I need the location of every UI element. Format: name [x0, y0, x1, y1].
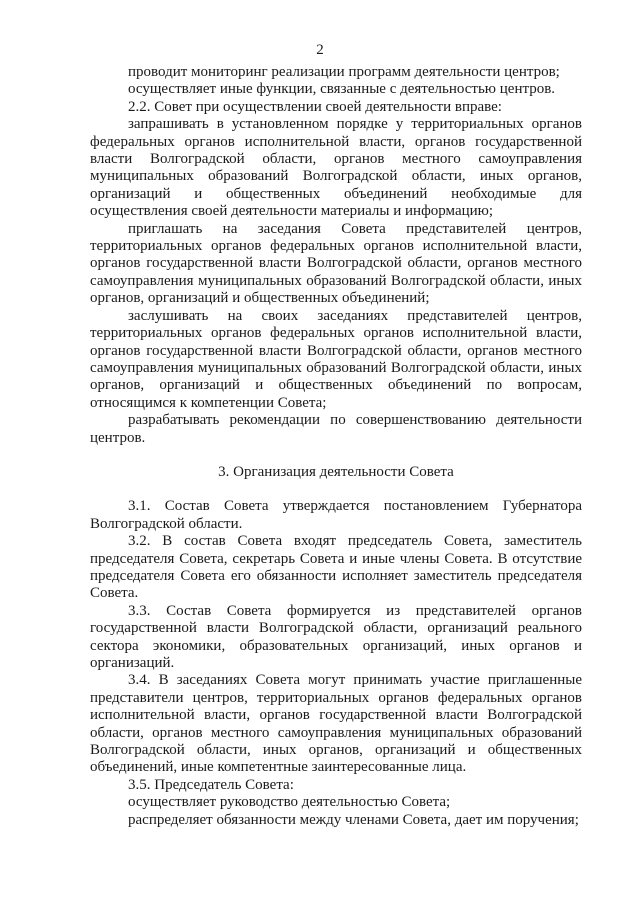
paragraph: 3.3. Состав Совета формируется из представителей органов государственной власти Волгоградской области, организаций реального сектора экономики, образовательных организаций, иных органов и организаций.	[90, 602, 582, 671]
paragraph: 2.2. Совет при осуществлении своей деятельности вправе:	[128, 98, 502, 115]
paragraph: 3.2. В состав Совета входят председатель Совета, заместитель председателя Совета, секретарь Совета и иные члены Совета. В отсутствие председателя Совета его обязанности исполняет заместитель председателя Совета.	[90, 533, 582, 602]
section-heading: 3. Организация деятельности Совета	[218, 463, 454, 480]
paragraph: 3.1. Состав Совета утверждается постановлением Губернатора Волгоградской области.	[90, 498, 582, 532]
paragraph: разрабатывать рекомендации по совершенствованию деятельности центров.	[90, 412, 582, 446]
paragraph: запрашивать в установленном порядке у территориальных органов федеральных органов исполнительной власти, органов государственной власти Волгоградской области, органов местного самоуправления муниципальных образований Волгоградской области, иных органов, организаций и общественных объединений необходимые для осуществления своей деятельности материалы и информацию;	[90, 116, 582, 220]
document-body	[90, 64, 582, 829]
page-number: 2	[316, 42, 324, 58]
paragraph: приглашать на заседания Совета представителей центров, территориальных органов федеральных органов исполнительной власти, органов государственной власти Волгоградской области, органов местного самоуправления муниципальных образований Волгоградской области, иных органов, организаций и общественных объединений;	[90, 220, 582, 307]
paragraph: осуществляет руководство деятельностью Совета;	[128, 794, 451, 811]
paragraph: осуществляет иные функции, связанные с деятельностью центров.	[128, 81, 556, 98]
paragraph: заслушивать на своих заседаниях представителей центров, территориальных органов федеральных органов исполнительной власти, органов государственной власти Волгоградской области, органов местного самоуправления муниципальных образований Волгоградской области, иных органов, организаций и общественных объединений по вопросам, относящимся к компетенции Совета;	[90, 307, 582, 411]
paragraph: проводит мониторинг реализации программ деятельности центров;	[128, 64, 560, 80]
paragraph: 3.4. В заседаниях Совета могут принимать участие приглашенные представители центров, территориальных органов федеральных органов исполнительной власти, органов государственной власти Волгоградской области, органов местного самоуправления муниципальных образований Волгоградской области, иных органов, организаций и общественных объединений, иные компетентные заинтересованные лица.	[90, 672, 582, 776]
paragraph: распределяет обязанности между членами Совета, дает им поручения;	[128, 811, 579, 828]
paragraph: 3.5. Председатель Совета:	[128, 776, 294, 793]
